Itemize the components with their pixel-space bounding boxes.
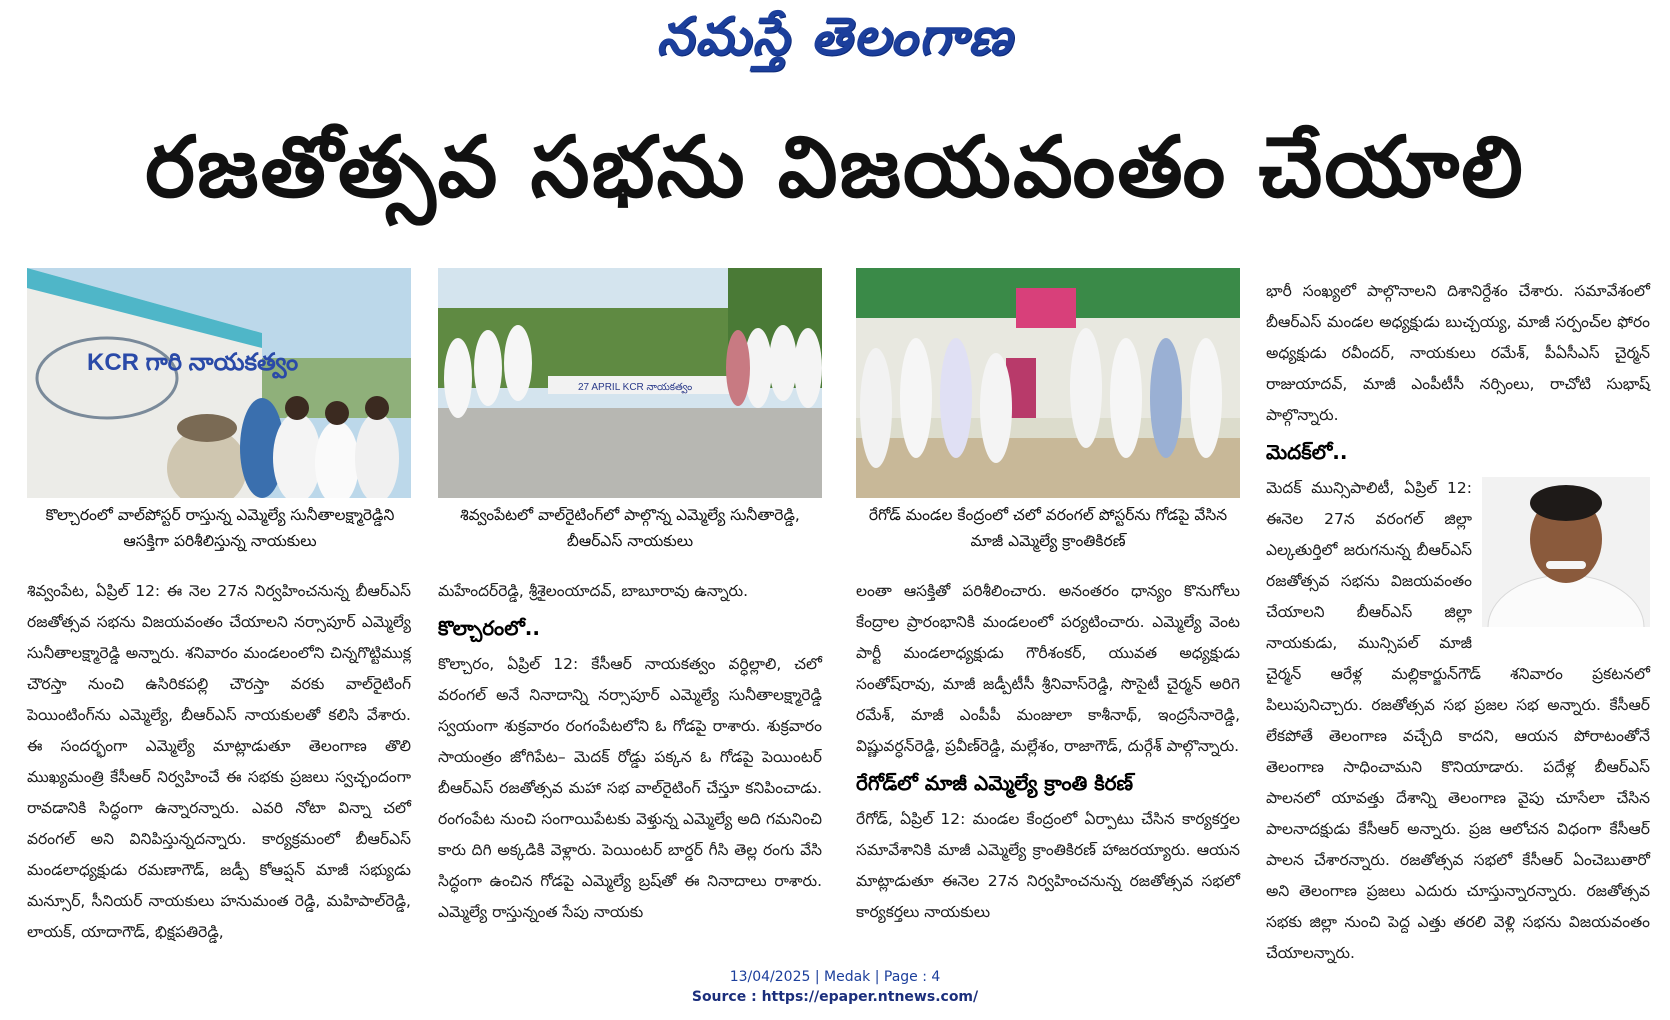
paragraph: లంతా ఆసక్తితో పరిశీలించారు. అనంతరం ధాన్యం కొనుగోలు కేంద్రాల ప్రారంభానికి మండలంలో పర్యటించారు. ఎమ్మెల్యే వెంట పార్టీ మండలాధ్యక్షుడు గౌరీశంకర్, యువత అధ్యక్షుడు సంతోష్‌రావు, మాజీ జడ్పీటీసీ శ్రీనివాస్‌రెడ్డి, సొసైటీ చైర్మన్ అరిగె రమేశ్, మాజీ ఎంపీపీ మంజులా కాశీనాథ్, ఇంద్రసేనారెడ్డి, విష్ణువర్ధన్‌రెడ్డి, ప్రవీణ్‌రెడ్డి, మల్లేశం, రాజాగౌడ్, దుర్గేశ్ పాల్గొన్నారు.: [856, 582, 1240, 755]
paragraph: మెదక్ మున్సిపాలిటీ, ఏప్రిల్ 12: ఈనెల 27న వరంగల్ జిల్లా ఎల్కతుర్తిలో జరుగనున్న బీఆర్‌ఎస్ రజతోత్సవ సభను విజయవంతం చేయాలని బీఆర్‌ఎస్ జిల్లా నాయకుడు, మున్సిపల్ మాజీ చైర్మన్ ఆరేళ్ల మల్లికార్జున్‌గౌడ్ శనివారం ప్రకటనలో పిలుపునిచ్చారు. రజతోత్సవ సభ ప్రజల సభ అన్నారు. కేసీఆర్ లేకపోతే తెలంగాణ వచ్చేది కాదని, ఆయన పోరాటంతోనే తెలంగాణ సాధించామని కొనియాడారు. పదేళ్ల బీఆర్‌ఎస్ పాలనలో యావత్తు దేశాన్ని తెలంగాణ వైపు చూసేలా చేసిన పాలనాదక్షుడు కేసీఆర్ అన్నారు. ప్రజ ఆలోచన విధంగా కేసీఆర్ పాలన చేశారన్నారు. రజతోత్సవ సభలో కేసీఆర్ ఏంచెబుతారో అని తెలంగాణ ప్రజలు ఎదురు చూస్తున్నారన్నారు. రజతోత్సవ సభకు జిల్లా నుంచి పెద్ద ఎత్తు తరలి వెళ్లి సభను విజయవంతం చేయాలన్నారు.: [1266, 479, 1650, 962]
photo-road-wall: [438, 268, 822, 498]
article-headline: రజతోత్సవ సభను విజయవంతం చేయాలి: [145, 118, 1525, 216]
paragraph: కొల్చారం, ఏప్రిల్ 12: కేసీఆర్ నాయకత్వం వర్ధిల్లాలి, చలో వరంగల్ అనే నినాదాన్ని నర్సాపూర్ ఎమ్మెల్యే సునీతాలక్ష్మారెడ్డి స్వయంగా శుక్రవారం రంగంపేటలోని ఓ గోడపై రాశారు. శుక్రవారం సాయంత్రం జోగిపేట– మెదక్ రోడ్డు పక్కన ఓ గోడపై పెయింటర్ బీఆర్‌ఎస్ రజతోత్సవ మహా సభ వాల్‌రైటింగ్ చేస్తూ కనిపించాడు. రంగంపేట నుంచి సంగాయిపేటకు వెళ్తున్న ఎమ్మెల్యే అది గమనించి కారు దిగి అక్కడికి వెళ్లారు. పెయింటర్ బార్డర్ గీసి తెల్ల రంగు వేసి సిద్ధంగా ఉంచిన గోడపై ఎమ్మెల్యే బ్రష్‌తో ఈ నినాదాలు రాశారు. ఎమ్మెల్యే రాస్తున్నంత సేపు నాయకు: [438, 655, 822, 921]
photo-caption-3: రేగోడ్ మండల కేంద్రంలో చలో వరంగల్ పోస్టర్‌ను గోడపై వేసిన మాజీ ఎమ్మెల్యే క్రాంతికిరణ్: [868, 506, 1228, 550]
photo-wall-writing: [27, 268, 411, 498]
wall-text: KCR గారి నాయకత్వం: [87, 349, 299, 376]
paragraph: భారీ సంఖ్యలో పాల్గొనాలని దిశానిర్దేశం చేశారు. సమావేశంలో బీఆర్‌ఎస్ మండల అధ్యక్షుడు బుచ్చయ్య, మాజీ సర్పంచ్‌ల ఫోరం అధ్యక్షుడు రవీందర్, నాయకులు రమేశ్, పీఏసీఎస్ చైర్మన్ రాజుయాదవ్, మాజీ ఎంపీటీసీ నర్సింలు, రాచోటి సుభాష్ పాల్గొన్నారు.: [1266, 282, 1650, 424]
newspaper-masthead: [0, 6, 1670, 76]
article-column-3: [856, 576, 1240, 928]
paragraph: శివ్వంపేట, ఏప్రిల్ 12: ఈ నెల 27న నిర్వహించనున్న బీఆర్‌ఎస్ రజతోత్సవ సభను విజయవంతం చేయాలని నర్సాపూర్ ఎమ్మెల్యే సునీతాలక్ష్మారెడ్డి అన్నారు. శనివారం మండలంలోని చిన్నగొట్టిముక్ల చౌరస్తా నుంచి ఉసిరికపల్లి చౌరస్తా వరకు వాల్‌రైటింగ్ పెయింటింగ్‌ను ఎమ్మెల్యే, బీఆర్‌ఎస్ నాయకులతో కలిసి వేశారు. ఈ సందర్భంగా ఎమ్మెల్యే మాట్లాడుతూ తెలంగాణ తొలి ముఖ్యమంత్రి కేసీఆర్ నిర్వహించే ఈ సభకు ప్రజలు స్వచ్ఛందంగా రావడానికి సిద్ధంగా ఉన్నారన్నారు. ఎవరి నోటా విన్నా చలో వరంగల్ అని వినిపిస్తున్నదన్నారు. కార్యక్రమంలో బీఆర్‌ఎస్ మండలాధ్యక్షుడు రమణాగౌడ్, జడ్పీ కోఆప్షన్ మాజీ సభ్యుడు మన్సూర్, సీనియర్ నాయకులు హనుమంత రెడ్డి, మహిపాల్‌రెడ్డి, లాయక్, యాదాగౌడ్, భిక్షపతిరెడ్డి,: [27, 582, 411, 941]
masthead-title: నమస్తే తెలంగాణ: [656, 6, 1014, 67]
paragraph: రేగోడ్, ఏప్రిల్ 12: మండల కేంద్రంలో ఏర్పాటు చేసిన కార్యకర్తల సమావేశానికి మాజీ ఎమ్మెల్యే క్రాంతికిరణ్ హాజరయ్యారు. ఆయన మాట్లాడుతూ ఈనెల 27న నిర్వహించనున్న రజతోత్సవ సభలో కార్యకర్తలు నాయకులు: [856, 810, 1240, 921]
source-link[interactable]: Source : https://epaper.ntnews.com/: [691, 989, 979, 1005]
article-column-1: [27, 576, 411, 948]
section-subhead: మెదక్‌లో..: [1266, 440, 1348, 464]
section-subhead: రేగోడ్‌లో మాజీ ఎమ్మెల్యే క్రాంతి కిరణ్: [856, 771, 1134, 795]
page-footer: [0, 967, 1670, 1007]
edition-info: 13/04/2025 | Medak | Page : 4: [729, 969, 941, 985]
section-subhead: కొల్చారంలో..: [438, 616, 540, 640]
photo-caption-2: శివ్వంపేటలో వాల్‌రైటింగ్‌లో పాల్గొన్న ఎమ్మెల్యే సునీతారెడ్డి, బీఆర్‌ఎస్ నాయకులు: [460, 506, 800, 550]
article-column-2: [438, 576, 822, 928]
paragraph: మహేందర్‌రెడ్డి, శ్రీశైలంయాదవ్, బాబూరావు ఉన్నారు.: [438, 582, 749, 600]
road-wall-text: 27 APRIL KCR నాయకత్వం: [578, 382, 693, 393]
article-column-4: [1266, 276, 1650, 969]
photo-poster-wall: [856, 268, 1240, 498]
photo-caption-1: కొల్చారంలో వాల్‌పోస్టర్ రాస్తున్న ఎమ్మెల్యే సునీతాలక్ష్మారెడ్డిని ఆసక్తిగా పరిశీలిస్తున్న నాయకులు: [45, 506, 395, 550]
portrait-photo: [1482, 477, 1650, 627]
